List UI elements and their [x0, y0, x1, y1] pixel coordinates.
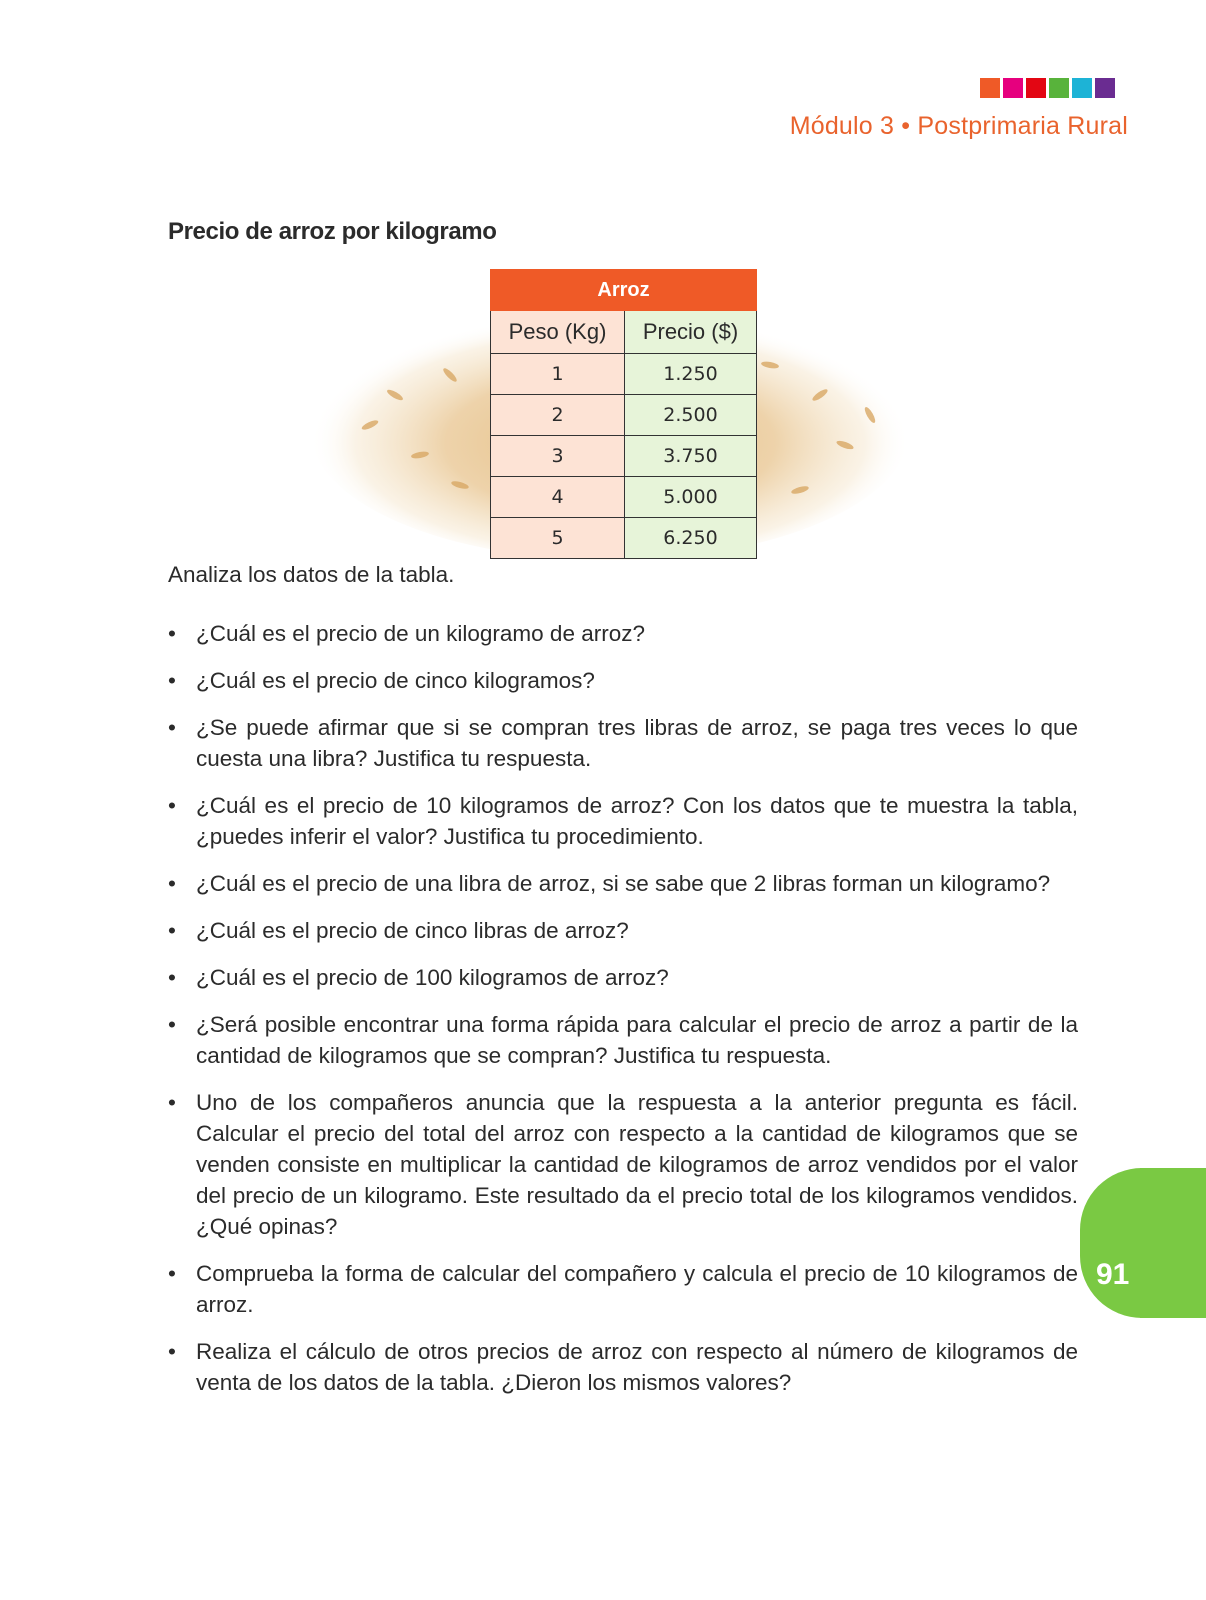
- table-row: [491, 477, 757, 518]
- bullet-icon: •: [168, 1012, 176, 1037]
- list-item: [168, 665, 1078, 696]
- cell-precio: 3.750: [625, 436, 757, 477]
- bullet-icon: •: [168, 918, 176, 943]
- list-item: [168, 962, 1078, 993]
- table-row: [491, 395, 757, 436]
- question-text: ¿Se puede afirmar que si se compran tres libras de arroz, se paga tres veces lo que cuesta una libra? Justifica tu respuesta.: [196, 715, 1078, 771]
- module-header: Módulo 3 • Postprimaria Rural: [789, 112, 1128, 140]
- color-square-green: [1049, 78, 1069, 98]
- page-number: 91: [1096, 1258, 1130, 1291]
- color-square-cyan: [1072, 78, 1092, 98]
- question-text: ¿Cuál es el precio de 10 kilogramos de arroz? Con los datos que te muestra la tabla, ¿puedes inferir el valor? Justifica tu procedimiento.: [196, 793, 1078, 849]
- bullet-icon: •: [168, 668, 176, 693]
- bullet-icon: •: [168, 871, 176, 896]
- cell-precio: 5.000: [625, 477, 757, 518]
- list-item: [168, 1258, 1078, 1320]
- bullet-icon: •: [168, 715, 176, 740]
- list-item: [168, 712, 1078, 774]
- section-title: Precio de arroz por kilogramo: [168, 218, 497, 245]
- page-number-tab-edge: [1140, 1168, 1206, 1318]
- question-text: ¿Cuál es el precio de una libra de arroz, si se sabe que 2 libras forman un kilogramo?: [196, 871, 1051, 896]
- color-square-magenta: [1003, 78, 1023, 98]
- bullet-icon: •: [168, 1339, 176, 1364]
- list-item: [168, 1087, 1078, 1242]
- cell-precio: 6.250: [625, 518, 757, 559]
- intro-text: Analiza los datos de la tabla.: [168, 562, 455, 587]
- cell-precio: 2.500: [625, 395, 757, 436]
- cell-precio: 1.250: [625, 354, 757, 395]
- table-row: [491, 436, 757, 477]
- bullet-icon: •: [168, 965, 176, 990]
- question-text: ¿Será posible encontrar una forma rápida para calcular el precio de arroz a partir de la cantidad de kilogramos que se compran? Justifica tu respuesta.: [196, 1012, 1078, 1068]
- cell-peso: 3: [491, 436, 625, 477]
- color-square-purple: [1095, 78, 1115, 98]
- column-header-precio: Precio ($): [625, 311, 757, 354]
- question-text: Uno de los compañeros anuncia que la respuesta a la anterior pregunta es fácil. Calcular el precio del total del arroz con respecto a la cantidad de kilogramos que se venden consiste en multiplicar la cantidad de kilogramos de arroz vendidos por el valor del precio de un kilogramo. Este resultado da el precio total de los kilogramos vendidos. ¿Qué opinas?: [196, 1090, 1078, 1239]
- list-item: [168, 868, 1078, 899]
- bullet-icon: •: [168, 1261, 176, 1286]
- question-text: ¿Cuál es el precio de cinco kilogramos?: [196, 668, 595, 693]
- question-text: ¿Cuál es el precio de cinco libras de arroz?: [196, 918, 629, 943]
- question-text: ¿Cuál es el precio de 100 kilogramos de arroz?: [196, 965, 669, 990]
- cell-peso: 2: [491, 395, 625, 436]
- list-item: [168, 1009, 1078, 1071]
- list-item: [168, 618, 1078, 649]
- rice-price-table: [490, 269, 757, 559]
- bullet-icon: •: [168, 1090, 176, 1115]
- list-item: [168, 915, 1078, 946]
- question-list: [168, 618, 1078, 1414]
- table-row: [491, 518, 757, 559]
- cell-peso: 1: [491, 354, 625, 395]
- question-text: Comprueba la forma de calcular del compañero y calcula el precio de 10 kilogramos de arroz.: [196, 1261, 1078, 1317]
- list-item: [168, 1336, 1078, 1398]
- cell-peso: 4: [491, 477, 625, 518]
- table-title: Arroz: [491, 270, 757, 311]
- color-square-red: [1026, 78, 1046, 98]
- table-row: [491, 354, 757, 395]
- column-header-peso: Peso (Kg): [491, 311, 625, 354]
- bullet-icon: •: [168, 621, 176, 646]
- cell-peso: 5: [491, 518, 625, 559]
- list-item: [168, 790, 1078, 852]
- question-text: ¿Cuál es el precio de un kilogramo de arroz?: [196, 621, 645, 646]
- question-text: Realiza el cálculo de otros precios de arroz con respecto al número de kilogramos de venta de los datos de la tabla. ¿Dieron los mismos valores?: [196, 1339, 1078, 1395]
- color-squares: [980, 78, 1115, 98]
- color-square-orange: [980, 78, 1000, 98]
- bullet-icon: •: [168, 793, 176, 818]
